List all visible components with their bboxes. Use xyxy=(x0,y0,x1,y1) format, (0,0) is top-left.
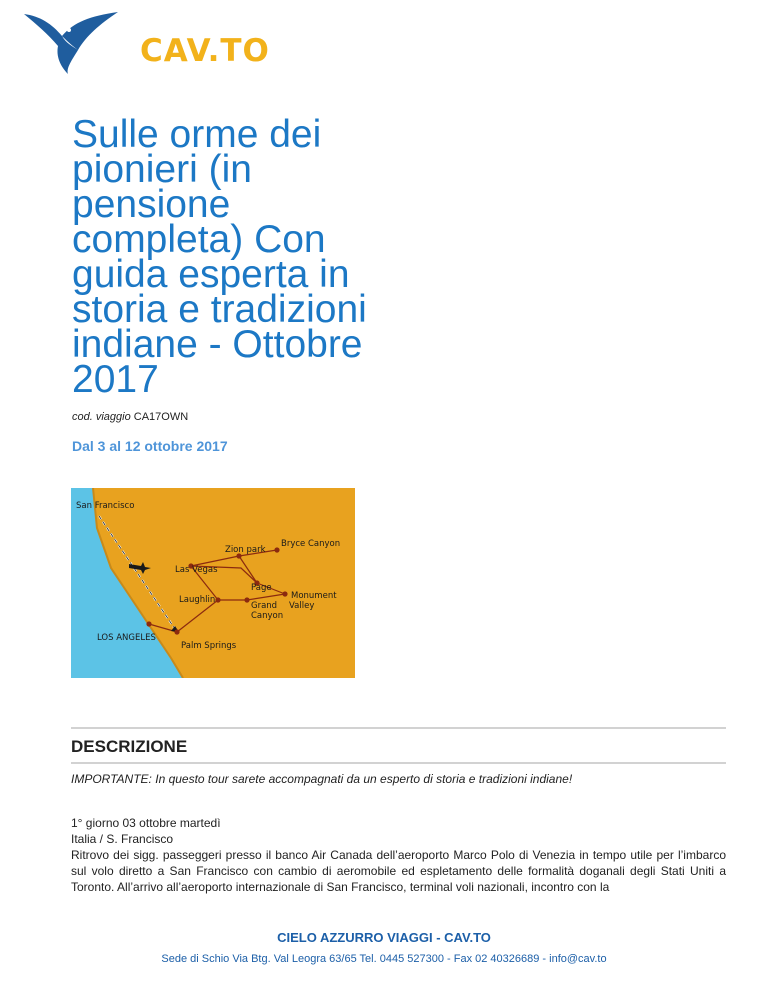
trip-code-label: cod. viaggio xyxy=(72,411,131,423)
map-label-bryce: Bryce Canyon xyxy=(281,539,341,549)
section-divider-bottom xyxy=(71,762,726,764)
map-label-monument: Monument xyxy=(291,591,337,601)
map-label-canyon: Canyon xyxy=(251,611,284,621)
map-label-san-francisco: San Francisco xyxy=(76,501,135,511)
swallow-bird-icon xyxy=(22,10,122,76)
itinerary-map xyxy=(71,488,355,678)
logo xyxy=(22,10,270,76)
day-text: Ritrovo dei sigg. passeggeri presso il banco Air Canada dell’aeroporto Marco Polo di Venezia in tempo utile per l’imbarco sul volo diretto a San Francisco con cambio di aeromobile ed espletamento delle formalità doganali degli Stati Uniti a Toronto. All’arrivo all’aeroporto internazionale di San Francisco, terminal voli nazionali, incontro con la xyxy=(71,848,726,894)
trip-dates: Dal 3 al 12 ottobre 2017 xyxy=(72,438,228,454)
day-heading: 1° giorno 03 ottobre martedì xyxy=(71,816,221,830)
trip-code-value: CA17OWN xyxy=(133,411,189,423)
footer-company: CIELO AZZURRO VIAGGI - CAV.TO xyxy=(277,930,491,945)
map-label-los-angeles: LOS ANGELES xyxy=(97,633,156,643)
map-label-page: Page xyxy=(251,583,272,593)
trip-code xyxy=(72,411,188,423)
logo-text: CAV.TO xyxy=(140,33,270,69)
map-label-palm-springs: Palm Springs xyxy=(181,641,237,651)
map-label-valley: Valley xyxy=(289,601,315,611)
page-title: Sulle orme dei pionieri (in pensione completa) Con guida esperta in storia e tradizioni indiane - Ottobre 2017 xyxy=(72,113,367,401)
map-label-zion: Zion park xyxy=(225,545,266,555)
map-label-las-vegas: Las Vegas xyxy=(175,565,218,575)
important-note: IMPORTANTE: In questo tour sarete accompagnati da un esperto di storia e tradizioni indiane! xyxy=(71,772,573,786)
map-label-grand: Grand xyxy=(251,601,278,611)
footer-address: Sede di Schio Via Btg. Val Leogra 63/65 Tel. 0445 527300 - Fax 02 40326689 - info@cav.to xyxy=(161,953,607,965)
day-description xyxy=(71,815,726,895)
day-route: Italia / S. Francisco xyxy=(71,832,174,846)
section-title: DESCRIZIONE xyxy=(71,737,188,756)
section-divider-top xyxy=(71,727,726,729)
map-label-laughlin: Laughlin xyxy=(179,595,216,605)
